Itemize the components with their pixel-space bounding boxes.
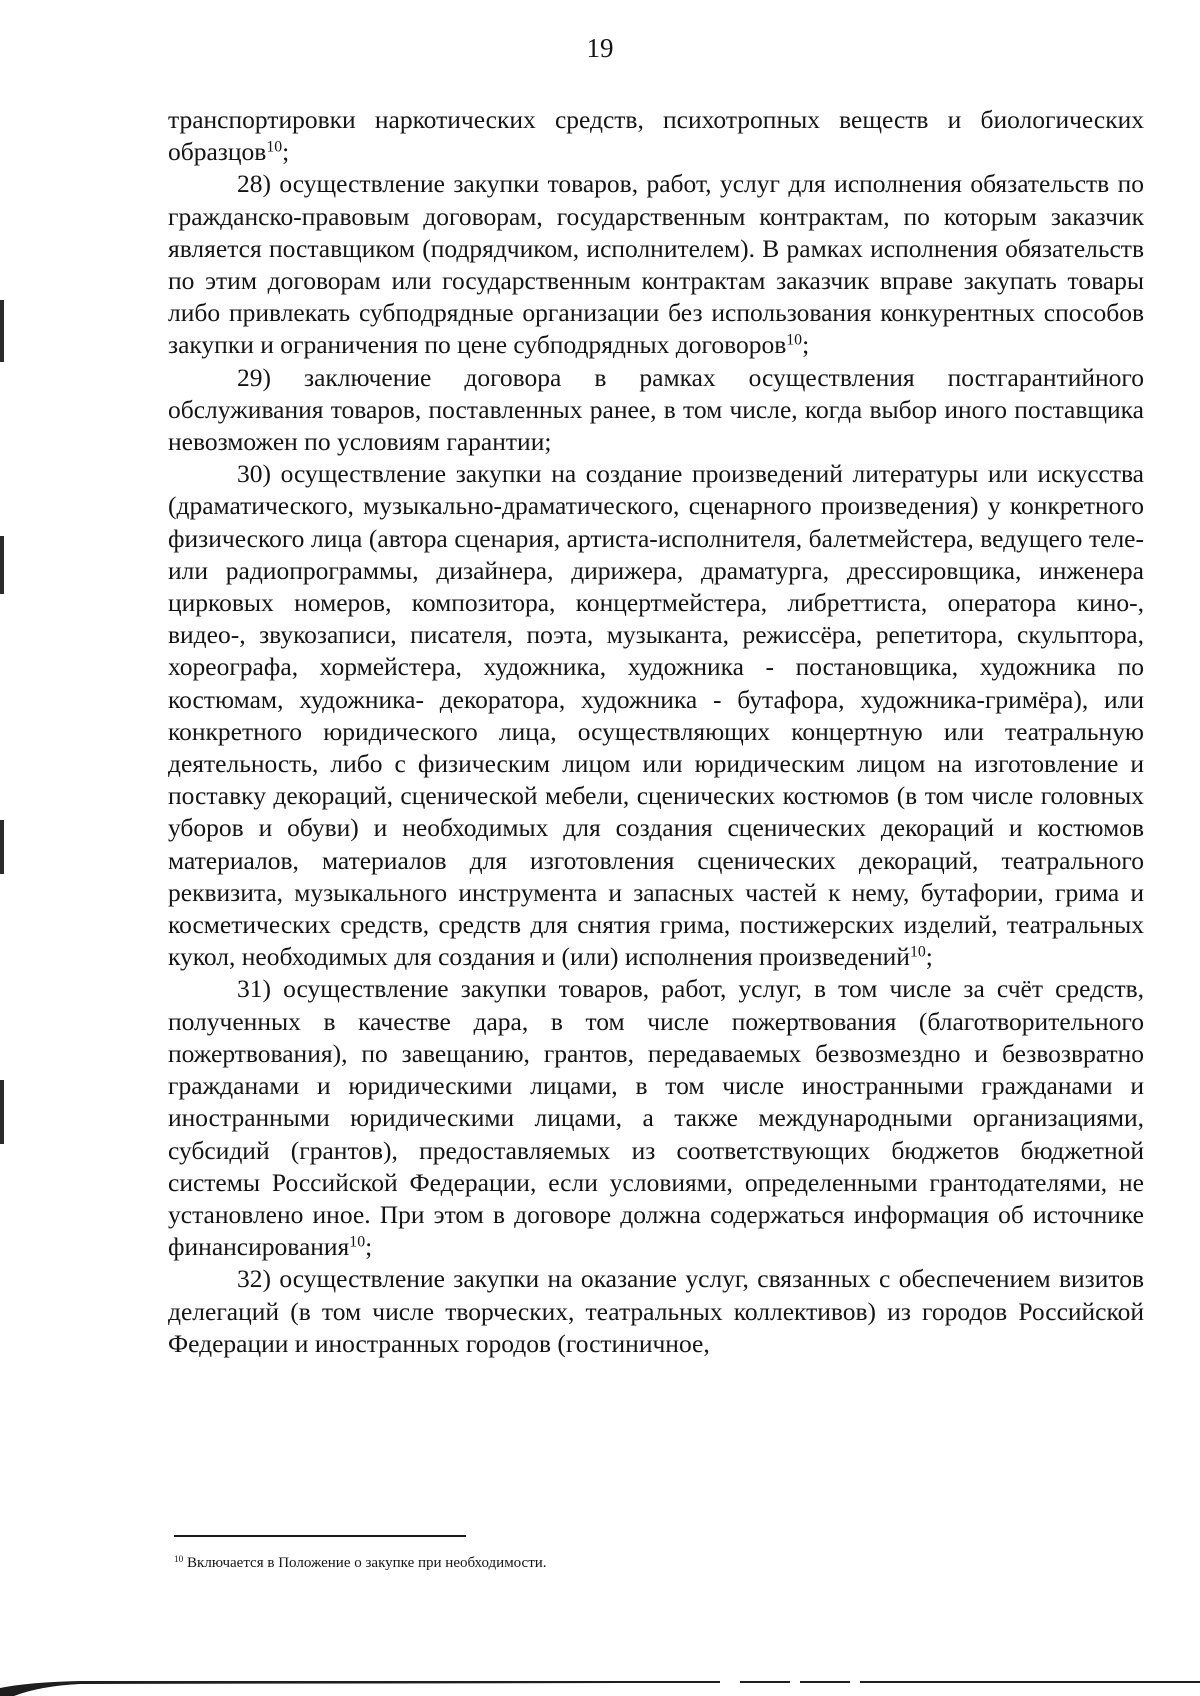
paragraph-text: 28) осуществление закупки товаров, работ, услуг для исполнения обязательств по гражданско-правовым договорам, государственным контрактам, по которым заказчик является поставщиком (подрядчиком, исполнителем). В рамках исполнения обязательств по этим договорам или государственным контрактам заказчик вправе закупать товары либо привлекать субподрядные организации без использования конкурентных способов закупки и ограничения по цене субподрядных договоров bbox=[168, 169, 1144, 360]
paragraph-text: 30) осуществление закупки на создание произведений литературы или искусства (драматического, музыкально-драматического, сценарного произведения) у конкретного физического лица (автора сценария, артиста-исполнителя, балетмейстера, ведущего теле- или радиопрограммы, дизайнера, дирижера, драматурга, дрессировщика, инженера цирковых номеров, композитора, концертмейстера, либреттиста, оператора кино-, видео-, звукозаписи, писателя, поэта, музыканта, режиссёра, репетитора, скульптора, хореографа, хормейстера, художника, художника - постановщика, художника по костюмам, художника- декоратора, художника - бутафора, художника-гримёра), или конкретного юридического лица, осуществляющих концертную или театральную деятельность, либо с физическим лицом или юридическим лицом на изготовление и поставку декораций, сценической мебели, сценических костюмов (в том числе головных уборов и обуви) и необходимых для создания сценических декораций и костюмов материалов, материалов для изготовления сценических декораций, театрального реквизита, музыкального инструмента и запасных частей к нему, бутафории, грима и косметических средств, средств для снятия грима, постижерских изделий, театральных кукол, необходимых для создания и (или) исполнения произведений bbox=[168, 459, 1144, 972]
paragraph-item-27-end bbox=[168, 104, 1144, 168]
paragraph-text: 31) осуществление закупки товаров, работ, услуг, в том числе за счёт средств, полученных в качестве дара, в том числе пожертвования (благотворительного пожертвования), по завещанию, грантов, передаваемых безвозмездно и безвозвратно гражданами и юридическими лицами, в том числе иностранными гражданами и иностранными юридическими лицами, а также международными организациями, субсидий (грантов), предоставляемых из соответствующих бюджетов бюджетной системы Российской Федерации, если условиями, определенными грантодателями, не установлено иное. При этом в договоре должна содержаться информация об источнике финансирования bbox=[168, 974, 1144, 1262]
paragraph-item-29 bbox=[168, 362, 1144, 459]
scan-bottom-edge bbox=[0, 1680, 1200, 1696]
paragraph-text: 32) осуществление закупки на оказание услуг, связанных с обеспечением визитов делегаций (в том числе творческих, театральных коллективов) из городов Российской Федерации и иностранных городов (гостиничное, bbox=[168, 1264, 1144, 1358]
footnote bbox=[174, 1553, 1074, 1573]
paragraph-item-32 bbox=[168, 1263, 1144, 1360]
paragraph-tail: ; bbox=[365, 1232, 373, 1262]
scan-margin-mark bbox=[0, 536, 4, 594]
paragraph-item-31 bbox=[168, 973, 1144, 1263]
footnote-divider bbox=[174, 1535, 466, 1537]
footnote-ref: 10 bbox=[909, 943, 926, 961]
paragraph-text: транспортировки наркотических средств, психотропных веществ и биологических образцов bbox=[168, 105, 1144, 167]
footnote-text: Включается в Положение о закупке при необходимости. bbox=[187, 1555, 547, 1571]
scan-margin-mark bbox=[0, 1080, 4, 1144]
scan-margin-mark bbox=[0, 820, 4, 874]
paragraph-tail: ; bbox=[802, 330, 810, 360]
footnote-ref: 10 bbox=[266, 138, 283, 156]
paragraph-item-28 bbox=[168, 168, 1144, 361]
paragraph-item-30 bbox=[168, 458, 1144, 973]
footnote-ref: 10 bbox=[786, 331, 803, 349]
paragraph-text: 29) заключение договора в рамках осуществления постгарантийного обслуживания товаров, поставленных ранее, в том числе, когда выбор иного поставщика невозможен по условиям гарантии; bbox=[168, 362, 1144, 457]
footnote-marker: 10 bbox=[174, 1554, 184, 1565]
page-number: 19 bbox=[586, 33, 614, 63]
paragraph-tail: ; bbox=[925, 942, 933, 972]
paragraph-tail: ; bbox=[282, 137, 290, 167]
body-text bbox=[168, 104, 1144, 1360]
scan-margin-mark bbox=[0, 300, 4, 362]
footnote-ref: 10 bbox=[349, 1233, 366, 1251]
